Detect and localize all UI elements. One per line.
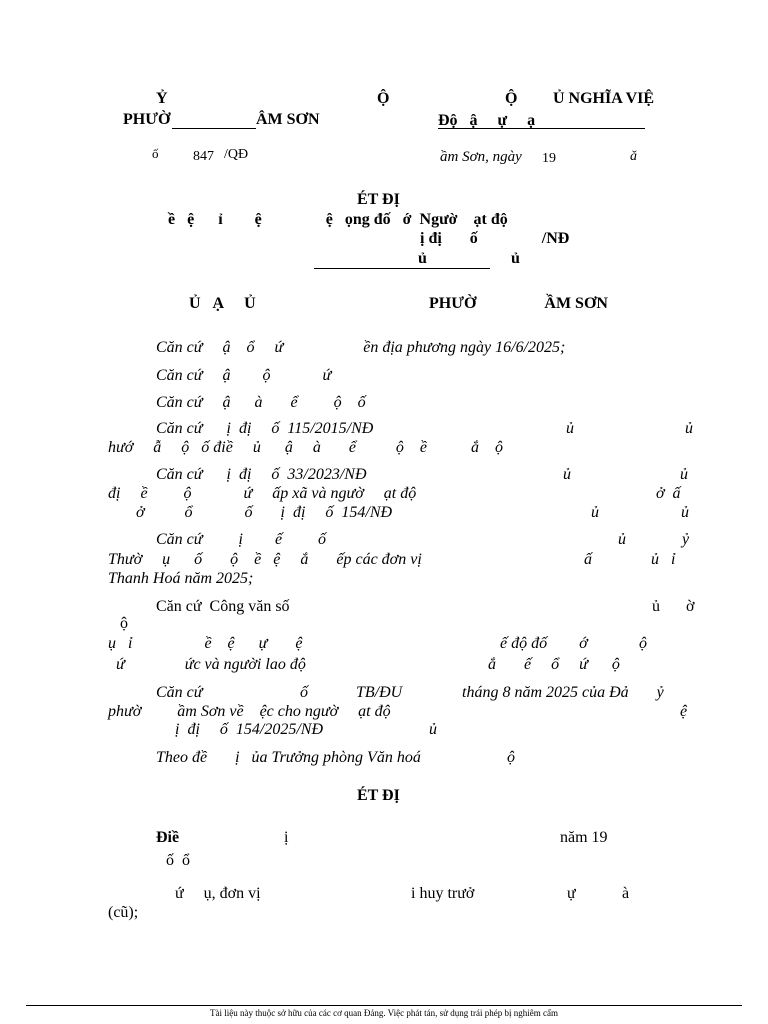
title-line1: ÉT ĐỊ [357,191,400,208]
authority-right: PHƯỜ ẦM SƠN [429,295,608,312]
title-line4b: ủ [511,250,520,267]
article-next-c: ự [567,885,576,902]
recital-5a-right: ủ [680,466,688,483]
recital-6b-mid: ấ [584,551,592,568]
recital-7c: ụ ỉ ề ệ ự ệ [108,635,303,652]
title-line2: ề ệ ỉ ệ ệ ọng đố ớ Ngườ ạt độ [168,211,508,228]
recital-5c: ở ổ ố ị đị ố 154/NĐ [136,504,393,521]
authority-left: Ủ Ạ Ủ [189,295,256,312]
recital-4b: hướ ẫ ộ ố điề ủ ậ à ể ộ ề ắ ộ [108,439,504,456]
article-next-b: i huy trưở [411,885,475,902]
recital-1: Căn cứ ậ ổ ứ ền địa phương ngày 16/6/2025; [156,339,566,356]
recital-8a: Căn cứ [156,684,203,701]
recital-6c: Thanh Hoá năm 2025; [108,570,254,587]
recital-6a-right: ỷ [682,531,690,548]
header-left-underline [172,128,256,129]
recital-8a-mid: ố TB/ĐU [300,684,403,701]
article-next-line2: (cũ); [108,904,139,921]
recital-3: Căn cứ ậ à ể ộ ố [156,394,366,411]
recital-2: Căn cứ ậ ộ ứ [156,367,332,384]
recital-7d-right: ắ ế ổ ứ ộ [488,656,620,673]
recital-6b-right: ủ ỉ [651,551,676,568]
recital-6a-mid: ủ [618,531,626,548]
doc-number-prefix: ố [152,146,159,161]
recital-7d: ứ ức và người lao độ [116,656,306,673]
header-left-line2a: PHƯỜ [123,111,171,128]
footer-rule [26,1005,742,1006]
header-right-line1a: Ộ [377,90,390,107]
header-motto-underline [438,128,645,129]
recital-8b-right: ệ [680,703,688,720]
recital-8c: ị đị ố 154/2025/NĐ [175,721,324,738]
doc-place-date: ầm Sơn, ngày [440,149,522,165]
recital-7a: Căn cứ Công văn số [156,598,290,615]
recital-5b-right: ở ấ [656,485,681,502]
recital-7b: ộ [120,615,128,632]
header-left-line2b: ÂM SƠN [256,111,320,128]
recital-4a-mid: ủ [566,420,574,437]
doc-number: 847 [193,149,214,164]
recital-4a: Căn cứ ị đị ố 115/2015/NĐ [156,420,374,437]
article1-right: năm 19 [560,829,608,846]
doc-month-tail: ă [630,149,637,164]
article1-label: Điề [156,829,180,846]
recital-8a-right: tháng 8 năm 2025 của Đả ỷ [462,684,664,701]
header-left-line1: Ỷ [156,90,168,107]
article1-mid: ị [284,829,289,846]
title-underline [314,268,490,269]
recital-5a-mid: ủ [563,466,571,483]
doc-day: 19 [542,151,556,166]
recital-7a-right: ờ [686,598,695,615]
recital-9-tail: ộ [507,749,515,766]
article1-line2: ố ổ [166,852,190,869]
recital-7a-mid: ủ [652,598,660,615]
recital-7c-right: ộ [639,635,647,652]
title-line3: ị đị ố /NĐ [420,230,570,247]
header-right-line1b: Ộ [505,90,518,107]
recital-8b: phườ ầm Sơn về ệc cho ngườ ạt độ [108,703,391,720]
header-right-line1c: Ủ NGHĨA VIỆ [553,90,655,107]
recital-8c-mid: ủ [429,721,437,738]
recital-5b: đị ề ộ ứ ấp xã và ngườ ạt độ [108,485,417,502]
doc-number-suffix: /QĐ [224,147,249,162]
recital-9: Theo đề ị ủa Trưởng phòng Văn hoá [156,749,421,766]
recital-5c-right: ủ [681,504,689,521]
recital-6b: Thườ ụ ố ộ ề ệ ắ ếp các đơn vị [108,551,422,568]
footer-notice: Tài liệu này thuộc sở hữu của các cơ quan Đảng. Việc phát tán, sử dụng trái phép bị nghiêm cấm [210,1008,558,1018]
article-next-a: ứ ụ, đơn vị [175,885,261,902]
recital-5a: Căn cứ ị đị ố 33/2023/NĐ [156,466,367,483]
title-line4a: ủ [418,250,427,267]
recital-6a: Căn cứ ị ế ố [156,531,327,548]
recital-5c-mid: ủ [591,504,599,521]
decision-heading: ÉT ĐỊ [357,787,400,804]
recital-4a-right: ủ [685,420,693,437]
header-motto: Độ ậ ự ạ [438,112,536,129]
recital-7c-mid: ế độ đố ớ [500,635,588,652]
article-next-d: à [622,885,630,902]
